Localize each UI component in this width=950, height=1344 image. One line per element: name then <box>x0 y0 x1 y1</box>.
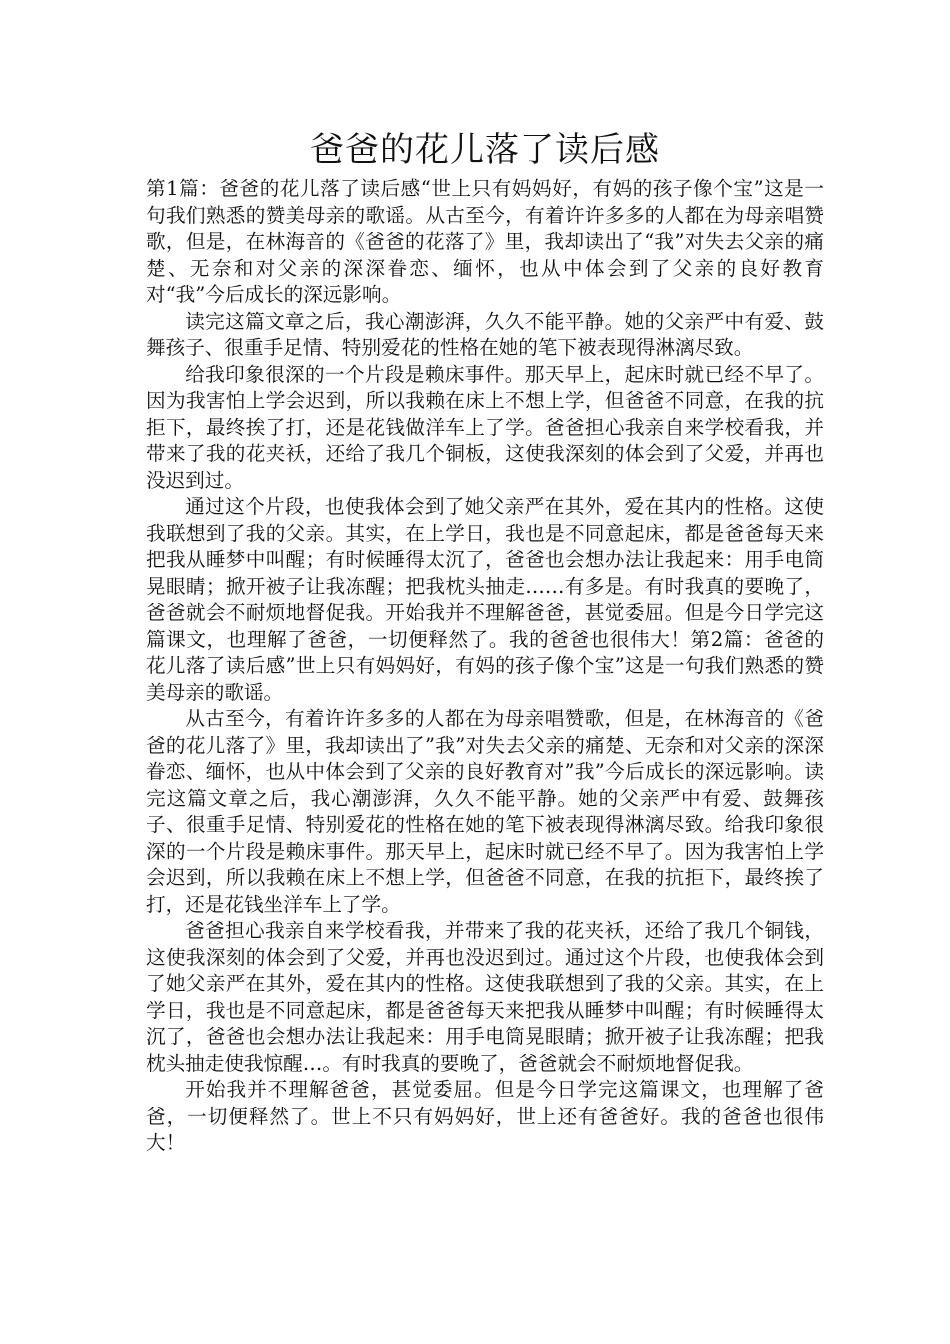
paragraph-5: 从古至今，有着许许多多的人都在为母亲唱赞歌，但是，在林海音的《爸爸的花儿落了》里，我却读出了”我”对失去父亲的痛楚、无奈和对父亲的深深眷恋、缅怀，也从中体会到了父亲的良好教育对”我”今后成长的深远影响。读完这篇文章之后，我心潮澎湃，久久不能平静。她的父亲严中有爱、鼓舞孩子、很重手足情、特别爱花的性格在她的笔下被表现得淋漓尽致。给我印象很深的一个片段是赖床事件。那天早上，起床时就已经不早了。因为我害怕上学会迟到，所以我赖在床上不想上学，但爸爸不同意，在我的抗拒下，最终挨了打，还是花钱坐洋车上了学。 <box>146 707 824 916</box>
document-title: 爸爸的花儿落了读后感 <box>310 130 660 170</box>
paragraph-4: 通过这个片段，也使我体会到了她父亲严在其外，爱在其内的性格。这使我联想到了我的父亲。其实，在上学日，我也是不同意起床，都是爸爸每天来把我从睡梦中叫醒；有时候睡得太沉了，爸爸也会想办法让我起来：用手电筒晃眼睛；掀开被子让我冻醒；把我枕头抽走……有多是。有时我真的要晚了，爸爸就会不耐烦地督促我。开始我并不理解爸爸，甚觉委屈。但是今日学完这篇课文，也理解了爸爸，一切便释然了。我的爸爸也很伟大！第2篇：爸爸的花儿落了读后感”世上只有妈妈好，有妈的孩子像个宝”这是一句我们熟悉的赞美母亲的歌谣。 <box>146 495 824 704</box>
paragraph-7: 开始我并不理解爸爸，甚觉委屈。但是今日学完这篇课文，也理解了爸爸，一切便释然了。世上不只有妈妈好，世上还有爸爸好。我的爸爸也很伟大！ <box>146 1078 824 1154</box>
paragraph-6: 爸爸担心我亲自来学校看我，并带来了我的花夹袄，还给了我几个铜钱，这使我深刻的体会到了父爱，并再也没迟到过。通过这个片段，也使我体会到了她父亲严在其外，爱在其内的性格。这使我联想到了我的父亲。其实，在上学日，我也是不同意起床，都是爸爸每天来把我从睡梦中叫醒；有时候睡得太沉了，爸爸也会想办法让我起来：用手电筒晃眼睛；掀开被子让我冻醒；把我枕头抽走使我惊醒…。有时我真的要晚了，爸爸就会不耐烦地督促我。 <box>146 919 824 1075</box>
document-page <box>146 126 824 1157</box>
paragraph-3: 给我印象很深的一个片段是赖床事件。那天早上，起床时就已经不早了。因为我害怕上学会迟到，所以我赖在床上不想上学，但爸爸不同意，在我的抗拒下，最终挨了打，还是花钱做洋车上了学。爸爸担心我亲自来学校看我，并带来了我的花夹袄，还给了我几个铜板，这使我深刻的体会到了父爱，并再也没迟到过。 <box>146 362 824 492</box>
paragraph-1: 第1篇：爸爸的花儿落了读后感“世上只有妈妈好，有妈的孩子像个宝”这是一句我们熟悉的赞美母亲的歌谣。从古至今，有着许许多多的人都在为母亲唱赞歌，但是，在林海音的《爸爸的花落了》里，我却读出了“我”对失去父亲的痛楚、无奈和对父亲的深深眷恋、缅怀，也从中体会到了父亲的良好教育对“我”今后成长的深远影响。 <box>146 177 824 306</box>
paragraph-2: 读完这篇文章之后，我心潮澎湃，久久不能平静。她的父亲严中有爱、鼓舞孩子、很重手足情、特别爱花的性格在她的笔下被表现得淋漓尽致。 <box>146 309 824 359</box>
